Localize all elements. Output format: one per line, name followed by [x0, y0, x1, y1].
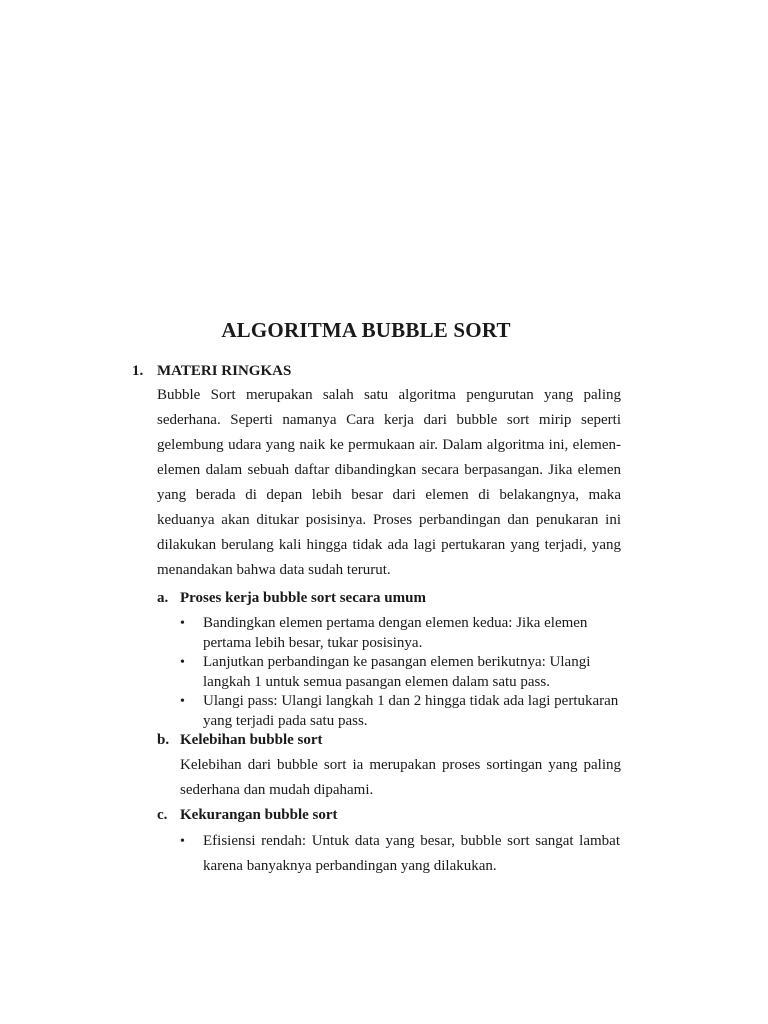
process-steps-list [180, 614, 620, 731]
bullet-icon: • [180, 694, 185, 709]
subsection-a-title: Proses kerja bubble sort secara umum [180, 590, 426, 606]
subsection-b-title: Kelebihan bubble sort [180, 732, 323, 748]
section-heading-text: MATERI RINGKAS [157, 363, 292, 379]
list-item [180, 692, 620, 731]
subsection-b-letter: b. [157, 732, 170, 748]
subsection-a-heading [157, 588, 426, 608]
bullet-icon: • [180, 616, 185, 631]
subsection-c-letter: c. [157, 807, 168, 823]
list-item [180, 653, 620, 692]
list-item [180, 614, 620, 653]
bullet-icon: • [180, 834, 185, 849]
subsection-c-title: Kekurangan bubble sort [180, 807, 338, 823]
section-number: 1. [132, 363, 144, 379]
section-paragraph: Bubble Sort merupakan salah satu algoritma pengurutan yang paling sederhana. Seperti namanya Cara kerja dari bubble sort mirip seperti gelembung udara yang naik ke permukaan air. Dalam algoritma ini, elemen-elemen dalam sebuah daftar dibandingkan secara berpasangan. Jika elemen yang berada di depan lebih besar dari elemen di belakangnya, maka keduanya akan ditukar posisinya. Proses perbandingan dan penukaran ini dilakukan berulang kali hingga tidak ada lagi pertukaran yang terjadi, yang menandakan bahwa data sudah terurut. [157, 387, 621, 578]
section-heading [132, 361, 291, 381]
list-item-text: Efisiensi rendah: Untuk data yang besar, bubble sort sangat lambat karena banyaknya perbandingan yang dilakukan. [203, 833, 620, 874]
subsection-c-heading [157, 805, 338, 825]
subsection-a-letter: a. [157, 590, 169, 606]
list-item-text: Bandingkan elemen pertama dengan elemen kedua: Jika elemen pertama lebih besar, tukar posisinya. [203, 615, 588, 651]
advantages-paragraph: Kelebihan dari bubble sort ia merupakan proses sortingan yang paling sederhana dan mudah dipahami. [180, 757, 621, 798]
disadvantages-list [180, 829, 620, 879]
list-item-text: Ulangi pass: Ulangi langkah 1 dan 2 hingga tidak ada lagi pertukaran yang terjadi pada satu pass. [203, 693, 619, 729]
subsection-b-heading [157, 730, 323, 750]
document-title: ALGORITMA BUBBLE SORT [221, 318, 511, 342]
list-item [180, 829, 620, 879]
bullet-icon: • [180, 655, 185, 670]
list-item-text: Lanjutkan perbandingan ke pasangan elemen berikutnya: Ulangi langkah 1 untuk semua pasangan elemen dalam satu pass. [203, 654, 591, 690]
